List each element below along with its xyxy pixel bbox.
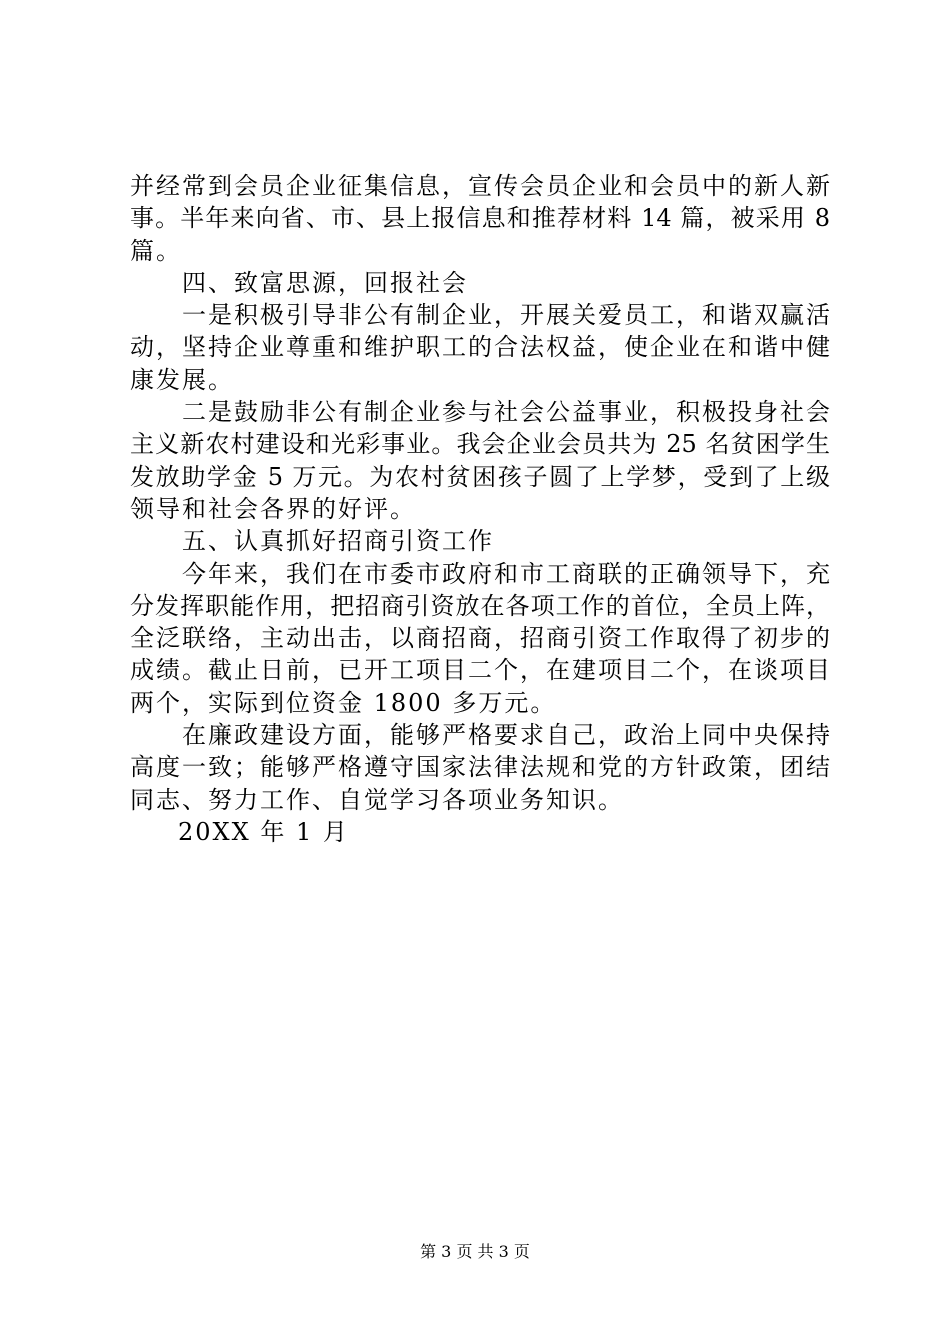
body-line: 两个，实际到位资金 1800 多万元。 — [130, 688, 557, 717]
page-number-footer: 第 3 页 共 3 页 — [420, 1242, 530, 1261]
body-line: 同志、努力工作、自觉学习各项业务知识。 — [130, 785, 624, 814]
body-line: 发放助学金 5 万元。为农村贫困孩子圆了上学梦，受到了上级 — [130, 462, 830, 491]
paragraph-first-line: 今年来，我们在市委市政府和市工商联的正确领导下，充 — [182, 559, 830, 588]
section-heading: 四、致富思源，回报社会 — [182, 268, 468, 297]
body-line: 事。半年来向省、市、县上报信息和推荐材料 14 篇，被采用 8 — [130, 204, 830, 233]
body-line: 领导和社会各界的好评。 — [130, 494, 416, 523]
body-line: 全泛联络，主动出击，以商招商，招商引资工作取得了初步的 — [130, 624, 830, 653]
body-line: 动，坚持企业尊重和维护职工的合法权益，使企业在和谐中健 — [130, 333, 830, 362]
document-date: 20XX 年 1 月 — [178, 817, 349, 846]
paragraph-first-line: 一是积极引导非公有制企业，开展关爱员工，和谐双赢活 — [182, 301, 830, 330]
paragraph-first-line: 在廉政建设方面，能够严格要求自己，政治上同中央保持 — [182, 721, 830, 750]
body-line: 成绩。截止日前，已开工项目二个，在建项目二个，在谈项目 — [130, 656, 830, 685]
body-line: 篇。 — [130, 236, 182, 265]
section-heading: 五、认真抓好招商引资工作 — [182, 527, 494, 556]
body-line: 并经常到会员企业征集信息，宣传会员企业和会员中的新人新 — [130, 172, 830, 200]
body-line: 高度一致；能够严格遵守国家法律法规和党的方针政策，团结 — [130, 753, 830, 782]
document-body — [130, 170, 830, 848]
paragraph-first-line: 二是鼓励非公有制企业参与社会公益事业，积极投身社会 — [182, 398, 830, 427]
body-line: 分发挥职能作用，把招商引资放在各项工作的首位，全员上阵， — [130, 591, 830, 620]
body-line: 主义新农村建设和光彩事业。我会企业会员共为 25 名贫困学生 — [130, 430, 830, 459]
body-line: 康发展。 — [130, 365, 234, 394]
